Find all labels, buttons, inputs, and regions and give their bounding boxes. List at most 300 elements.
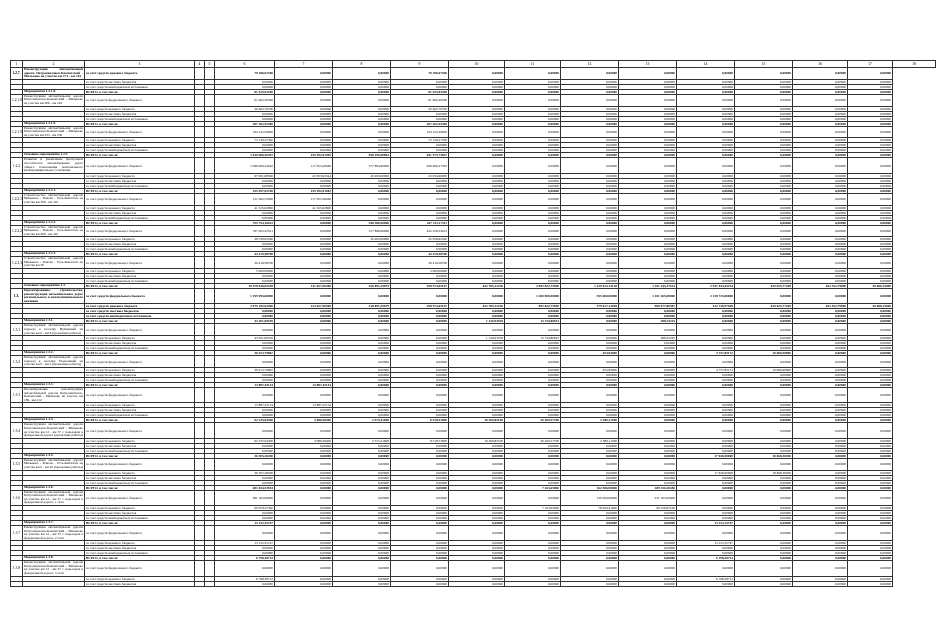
amount-cell: 18 668,38200: [735, 453, 793, 458]
amount-cell: 0,00000: [793, 581, 848, 586]
amount-cell: 0,00000: [848, 215, 893, 220]
funding-source-cell: за счет средств внебюджетных источников: [85, 551, 195, 556]
empty-cell: [205, 388, 215, 403]
empty-cell: [195, 225, 205, 237]
amount-cell: 0,00000: [275, 220, 333, 225]
row-code-cell: 1.3.6: [11, 490, 23, 505]
empty-cell: [195, 193, 205, 205]
amount-cell: 0,00000: [449, 324, 505, 336]
amount-cell: 0,00000: [449, 121, 505, 126]
amount-cell: 0,00000: [449, 183, 505, 188]
amount-cell: 0,00000: [505, 309, 561, 314]
amount-cell: 0,00000: [677, 309, 735, 314]
amount-cell: 0,00000: [793, 188, 848, 193]
amount-cell: 0,00000: [848, 515, 893, 520]
amount-cell: 0,00000: [449, 458, 505, 470]
amount-cell: 0,00000: [391, 388, 449, 403]
amount-cell: 0,00000: [505, 458, 561, 470]
amount-cell: 0,00000: [333, 341, 391, 346]
amount-cell: 0,00000: [619, 116, 677, 121]
amount-cell: 0,00000: [275, 314, 333, 319]
funding-source-cell: за счет средств местных бюджетов: [85, 309, 195, 314]
amount-cell: 0,00000: [619, 79, 677, 84]
amount-cell: 0,00000: [677, 448, 735, 453]
amount-cell: 0,00000: [275, 183, 333, 188]
amount-cell: 0,00000: [793, 158, 848, 173]
funding-source-cell: за счет средств внебюджетных источников: [85, 247, 195, 252]
amount-cell: 0,00000: [619, 423, 677, 438]
amount-cell: 6 798,38712: [215, 576, 275, 581]
funding-source-cell: за счет средств федерального бюджета: [85, 525, 195, 540]
amount-cell: 0,00000: [449, 505, 505, 510]
amount-cell: 0,00000: [677, 510, 735, 515]
amount-cell: 0,00000: [793, 418, 848, 423]
amount-cell: 0,00000: [848, 138, 893, 143]
amount-cell: 0,00000: [848, 183, 893, 188]
amount-cell: 0,00000: [619, 183, 677, 188]
amount-cell: 0,00000: [449, 373, 505, 378]
amount-cell: 30 686,25000: [848, 304, 893, 309]
amount-cell: 0,00000: [333, 368, 391, 373]
amount-cell: 0,00000: [561, 510, 619, 515]
amount-cell: 0,00000: [793, 383, 848, 388]
amount-cell: 0,00000: [561, 225, 619, 237]
amount-cell: 0,00000: [677, 551, 735, 556]
amount-cell: 0,00000: [677, 183, 735, 188]
amount-cell: 0,00000: [215, 443, 275, 448]
column-number-row: [11, 61, 936, 68]
amount-cell: 0,00000: [677, 418, 735, 423]
amount-cell: 0,00000: [333, 351, 391, 356]
amount-cell: 0,00000: [735, 324, 793, 336]
funding-source-cell: за счет средств краевого бюджета: [85, 237, 195, 242]
amount-cell: 0,00000: [333, 475, 391, 480]
amount-cell: 0,00000: [619, 470, 677, 475]
amount-cell: 39 419,58700: [391, 257, 449, 269]
amount-cell: 0,00000: [677, 403, 735, 408]
amount-cell: 0,00000: [561, 525, 619, 540]
funding-source-cell: за счет средств федерального бюджета: [85, 324, 195, 336]
table-row: [11, 356, 936, 368]
amount-cell: 0,00000: [848, 89, 893, 94]
amount-cell: 288,25225: [619, 319, 677, 324]
amount-cell: 1 126,93539: [449, 336, 505, 341]
amount-cell: 463 352,79000: [793, 304, 848, 309]
amount-cell: 0,00000: [619, 458, 677, 470]
amount-cell: 0,00000: [275, 448, 333, 453]
amount-cell: 0,00000: [793, 111, 848, 116]
amount-cell: 0,00000: [793, 520, 848, 525]
amount-cell: 0,00000: [275, 289, 333, 304]
amount-cell: 0,00000: [391, 510, 449, 515]
table-row: [11, 388, 936, 403]
amount-cell: 0,00000: [735, 373, 793, 378]
amount-cell: 70 186,07266: [391, 68, 449, 80]
amount-cell: 0,00000: [619, 515, 677, 520]
amount-cell: 0,00000: [275, 443, 333, 448]
amount-cell: 0,00000: [619, 143, 677, 148]
amount-cell: 0,00000: [505, 581, 561, 586]
funding-source-cell: за счет средств местных бюджетов: [85, 143, 195, 148]
amount-cell: 0,00000: [677, 341, 735, 346]
amount-cell: 0,00000: [215, 413, 275, 418]
funding-source-cell: за счет средств местных бюджетов: [85, 341, 195, 346]
amount-cell: 0,00000: [275, 341, 333, 346]
amount-cell: 0,00000: [619, 373, 677, 378]
amount-cell: 0,00000: [793, 183, 848, 188]
amount-cell: 0,00000: [561, 475, 619, 480]
amount-cell: 0,00000: [505, 79, 561, 84]
amount-cell: 0,00000: [735, 237, 793, 242]
amount-cell: 0,00000: [619, 138, 677, 143]
amount-cell: 0,00000: [333, 378, 391, 383]
amount-cell: 0,00000: [848, 324, 893, 336]
amount-cell: 0,00000: [848, 153, 893, 158]
amount-cell: 0,00000: [505, 388, 561, 403]
amount-cell: 7 163,65000: [505, 505, 561, 510]
amount-cell: 0,00000: [333, 269, 391, 274]
funding-source-cell: за счет средств федерального бюджета: [85, 126, 195, 138]
amount-cell: 0,00000: [735, 116, 793, 121]
amount-cell: 1 011 165,00000: [619, 289, 677, 304]
amount-cell: 0,00000: [505, 346, 561, 351]
amount-cell: 0,00000: [848, 210, 893, 215]
funding-source-cell: за счет средств краевого бюджета: [85, 304, 195, 309]
amount-cell: 0,00000: [735, 242, 793, 247]
table-row: [11, 289, 936, 304]
amount-cell: 0,00000: [561, 143, 619, 148]
budget-table-sheet: [10, 60, 916, 587]
amount-cell: 0,00000: [391, 475, 449, 480]
amount-cell: 0,00000: [848, 470, 893, 475]
row-code-cell: 1.2.2.2: [11, 225, 23, 237]
empty-cell: [205, 324, 215, 336]
amount-cell: 0,00000: [449, 116, 505, 121]
amount-cell: 30 493,00000: [333, 237, 391, 242]
amount-cell: 0,00000: [561, 68, 619, 80]
amount-cell: 0,00000: [215, 581, 275, 586]
amount-cell: 0,00000: [333, 556, 391, 561]
funding-source-cell: за счет средств краевого бюджета: [85, 106, 195, 111]
amount-cell: 0,00000: [561, 89, 619, 94]
amount-cell: 0,00000: [677, 324, 735, 336]
amount-cell: 0,00000: [333, 448, 391, 453]
amount-cell: 0,00000: [619, 279, 677, 284]
amount-cell: 73 136,27300: [215, 138, 275, 143]
amount-cell: 0,00000: [619, 378, 677, 383]
amount-cell: 131 027,96300: [275, 284, 333, 289]
amount-cell: 0,00000: [619, 510, 677, 515]
amount-cell: 0,00000: [848, 220, 893, 225]
amount-cell: 0,00000: [561, 257, 619, 269]
amount-cell: 99 678,27300: [215, 505, 275, 510]
amount-cell: 0,00000: [848, 448, 893, 453]
amount-cell: 7 163,65000: [505, 485, 561, 490]
amount-cell: 0,00000: [505, 378, 561, 383]
amount-cell: 0,00000: [333, 346, 391, 351]
funding-source-cell: ВСЕГО, в том числе:: [85, 383, 195, 388]
amount-cell: 0,00000: [333, 89, 391, 94]
amount-cell: 0,00000: [735, 403, 793, 408]
amount-cell: 0,00000: [449, 252, 505, 257]
amount-cell: 0,00000: [848, 121, 893, 126]
amount-cell: 0,00000: [333, 126, 391, 138]
amount-cell: 0,00000: [848, 556, 893, 561]
amount-cell: 0,00000: [215, 546, 275, 551]
amount-cell: 0,00000: [275, 237, 333, 242]
amount-cell: 381 165,00000: [215, 490, 275, 505]
amount-cell: 0,00000: [793, 89, 848, 94]
funding-source-cell: за счет средств краевого бюджета: [85, 541, 195, 546]
amount-cell: 0,00000: [215, 143, 275, 148]
amount-cell: 0,00000: [735, 341, 793, 346]
empty-cell: [195, 68, 205, 80]
amount-cell: 0,00000: [333, 443, 391, 448]
amount-cell: 0,00000: [275, 413, 333, 418]
amount-cell: 0,00000: [505, 242, 561, 247]
amount-cell: 0,00000: [505, 89, 561, 94]
funding-source-cell: за счет средств внебюджетных источников: [85, 480, 195, 485]
empty-cell: [195, 490, 205, 505]
funding-source-cell: за счет средств федерального бюджета: [85, 257, 195, 269]
row-code-cell: 1.2.2: [11, 158, 23, 173]
amount-cell: 117 055,26046: [275, 158, 333, 173]
amount-cell: 0,00000: [561, 356, 619, 368]
amount-cell: 0,00000: [333, 188, 391, 193]
amount-cell: 0,00000: [677, 480, 735, 485]
amount-cell: 0,00000: [793, 490, 848, 505]
amount-cell: 0,00000: [449, 475, 505, 480]
amount-cell: 0,00000: [848, 383, 893, 388]
amount-cell: 0,00000: [619, 220, 677, 225]
amount-cell: 0,00000: [735, 257, 793, 269]
amount-cell: 0,00000: [793, 269, 848, 274]
amount-cell: 0,00000: [793, 351, 848, 356]
amount-cell: 0,00000: [333, 111, 391, 116]
amount-cell: 0,00000: [333, 490, 391, 505]
amount-cell: 0,00000: [391, 309, 449, 314]
amount-cell: 0,00000: [677, 314, 735, 319]
amount-cell: 1 229 613,13128: [561, 284, 619, 289]
amount-cell: 0,00000: [793, 319, 848, 324]
amount-cell: 0,00000: [275, 520, 333, 525]
amount-cell: 0,00000: [505, 351, 561, 356]
amount-cell: 0,00000: [391, 383, 449, 388]
amount-cell: 0,00000: [333, 178, 391, 183]
amount-cell: 0,00000: [677, 383, 735, 388]
amount-cell: 267 262,55300: [391, 121, 449, 126]
amount-cell: 0,00000: [735, 225, 793, 237]
amount-cell: 17 636,90000: [677, 470, 735, 475]
amount-cell: 0,00000: [735, 408, 793, 413]
amount-cell: 0,00000: [793, 485, 848, 490]
amount-cell: 0,00000: [505, 215, 561, 220]
amount-cell: 0,00000: [561, 341, 619, 346]
amount-cell: 0,00000: [735, 438, 793, 443]
amount-cell: 0,00000: [215, 561, 275, 576]
amount-cell: 2 589,11500: [561, 438, 619, 443]
amount-cell: 0,00000: [215, 551, 275, 556]
amount-cell: 60 359,87100: [619, 505, 677, 510]
row-name-cell: Мероприятие 1.3.7.: [23, 520, 85, 525]
amount-cell: 0,00000: [275, 351, 333, 356]
amount-cell: 0,00000: [677, 269, 735, 274]
amount-cell: 0,00000: [449, 576, 505, 581]
amount-cell: 0,00000: [449, 158, 505, 173]
amount-cell: 0,00000: [619, 576, 677, 581]
empty-cell: [205, 423, 215, 438]
empty-cell: [205, 356, 215, 368]
amount-cell: 0,00000: [848, 458, 893, 470]
amount-cell: 0,00000: [333, 423, 391, 438]
amount-cell: 0,00000: [561, 242, 619, 247]
amount-cell: 0,00000: [735, 205, 793, 210]
amount-cell: 0,00000: [391, 453, 449, 458]
amount-cell: 1 096 066,24262: [215, 158, 275, 173]
amount-cell: 0,00000: [848, 178, 893, 183]
amount-cell: 0,00000: [793, 94, 848, 106]
amount-cell: 0,00000: [333, 403, 391, 408]
amount-cell: 0,00000: [215, 356, 275, 368]
amount-cell: 0,00000: [449, 388, 505, 403]
amount-cell: 0,00000: [275, 89, 333, 94]
amount-cell: 0,00000: [505, 470, 561, 475]
amount-cell: 0,00000: [848, 257, 893, 269]
amount-cell: 0,00000: [561, 336, 619, 341]
amount-cell: 0,00000: [391, 576, 449, 581]
amount-cell: 0,00000: [505, 193, 561, 205]
amount-cell: 0,00000: [619, 210, 677, 215]
funding-source-cell: за счет средств краевого бюджета: [85, 205, 195, 210]
amount-cell: 0,00000: [677, 116, 735, 121]
amount-cell: 0,00000: [677, 423, 735, 438]
amount-cell: 0,00000: [561, 84, 619, 89]
amount-cell: 0,00000: [449, 94, 505, 106]
amount-cell: 0,00000: [215, 148, 275, 153]
amount-cell: 0,00000: [505, 475, 561, 480]
amount-cell: 36 305,28200: [215, 453, 275, 458]
table-row: [11, 225, 936, 237]
amount-cell: 0,00000: [561, 403, 619, 408]
amount-cell: 0,00000: [333, 336, 391, 341]
amount-cell: 0,00000: [735, 423, 793, 438]
amount-cell: 1 195 995,60000: [215, 289, 275, 304]
amount-cell: 0,00000: [449, 188, 505, 193]
amount-cell: 0,00000: [391, 556, 449, 561]
amount-cell: 0,00000: [275, 373, 333, 378]
amount-cell: 0,00000: [561, 158, 619, 173]
amount-cell: 0,00000: [793, 247, 848, 252]
funding-source-cell: за счет средств местных бюджетов: [85, 546, 195, 551]
amount-cell: 0,00000: [449, 279, 505, 284]
amount-cell: 0,00000: [561, 443, 619, 448]
row-code-cell: 1.2.1.9: [11, 126, 23, 138]
amount-cell: 0,00000: [677, 279, 735, 284]
amount-cell: 0,00000: [793, 116, 848, 121]
funding-source-cell: за счет средств краевого бюджета: [85, 505, 195, 510]
funding-source-cell: ВСЕГО, в том числе:: [85, 520, 195, 525]
amount-cell: 0,00000: [391, 505, 449, 510]
amount-cell: 16 978 636,65338: [215, 284, 275, 289]
amount-cell: 0,00000: [561, 210, 619, 215]
amount-cell: 0,00000: [449, 346, 505, 351]
amount-cell: 13 152,25747: [677, 541, 735, 546]
amount-cell: 13 887,45154: [275, 383, 333, 388]
amount-cell: 0,00000: [619, 178, 677, 183]
row-code-cell: 1.3.3: [11, 388, 23, 403]
funding-source-cell: ВСЕГО, в том числе:: [85, 453, 195, 458]
amount-cell: 0,00000: [793, 126, 848, 138]
amount-cell: 0,00000: [848, 289, 893, 304]
amount-cell: 0,00000: [449, 269, 505, 274]
amount-cell: 0,00000: [619, 324, 677, 336]
amount-cell: 0,00000: [391, 443, 449, 448]
row-name-cell: Проектирование, строительство, реконструкция автомобильных дорог регионального и межмуниципального значения: [24, 288, 83, 303]
amount-cell: 0,00000: [391, 541, 449, 546]
row-name-cell: Реконструкция автомобильной дороги подъезд к поселку Вулканный на участке км 0 - км 8 (проектные работы): [24, 323, 83, 335]
amount-cell: 0,00000: [449, 408, 505, 413]
amount-cell: 0,00000: [848, 480, 893, 485]
amount-cell: 0,00000: [561, 453, 619, 458]
amount-cell: 0,00000: [391, 490, 449, 505]
amount-cell: 0,00000: [735, 188, 793, 193]
amount-cell: 0,00000: [793, 576, 848, 581]
amount-cell: 0,00000: [561, 576, 619, 581]
amount-cell: 0,00000: [848, 346, 893, 351]
amount-cell: 13 152,25747: [215, 520, 275, 525]
amount-cell: 491 575,73827: [391, 153, 449, 158]
amount-cell: 0,00000: [505, 158, 561, 173]
amount-cell: 0,00000: [505, 116, 561, 121]
amount-cell: 0,00000: [619, 480, 677, 485]
amount-cell: 900 077,80387: [619, 304, 677, 309]
amount-cell: 0,00000: [793, 309, 848, 314]
amount-cell: 0,00000: [333, 247, 391, 252]
amount-cell: 13 887,45154: [215, 383, 275, 388]
funding-source-cell: за счет средств внебюджетных источников: [85, 84, 195, 89]
amount-cell: 0,00000: [735, 336, 793, 341]
column-number-cell: 15: [735, 61, 793, 68]
amount-cell: 0,00000: [848, 106, 893, 111]
amount-cell: 0,00000: [275, 581, 333, 586]
amount-cell: 0,00000: [619, 418, 677, 423]
amount-cell: 0,00000: [275, 356, 333, 368]
amount-cell: 0,00000: [848, 193, 893, 205]
amount-cell: 0,00000: [391, 148, 449, 153]
column-number-cell: 17: [848, 61, 893, 68]
amount-cell: 0,00000: [275, 215, 333, 220]
amount-cell: 0,00000: [275, 453, 333, 458]
amount-cell: 0,00000: [505, 111, 561, 116]
amount-cell: 0,00000: [391, 448, 449, 453]
amount-cell: 0,00000: [848, 341, 893, 346]
amount-cell: 0,00000: [333, 193, 391, 205]
amount-cell: 0,00000: [505, 68, 561, 80]
amount-cell: 0,00000: [619, 188, 677, 193]
amount-cell: 0,00000: [391, 485, 449, 490]
amount-cell: 629 625,77209: [735, 304, 793, 309]
amount-cell: 0,00000: [677, 413, 735, 418]
amount-cell: 0,00000: [449, 143, 505, 148]
funding-source-cell: за счет средств местных бюджетов: [85, 475, 195, 480]
amount-cell: 277 894,90000: [333, 158, 391, 173]
amount-cell: 0,00000: [505, 143, 561, 148]
amount-cell: 0,00000: [449, 210, 505, 215]
amount-cell: 0,00000: [215, 247, 275, 252]
amount-cell: 97 001,68590: [215, 173, 275, 178]
amount-cell: 0,00000: [505, 383, 561, 388]
empty-cell: [195, 94, 205, 106]
